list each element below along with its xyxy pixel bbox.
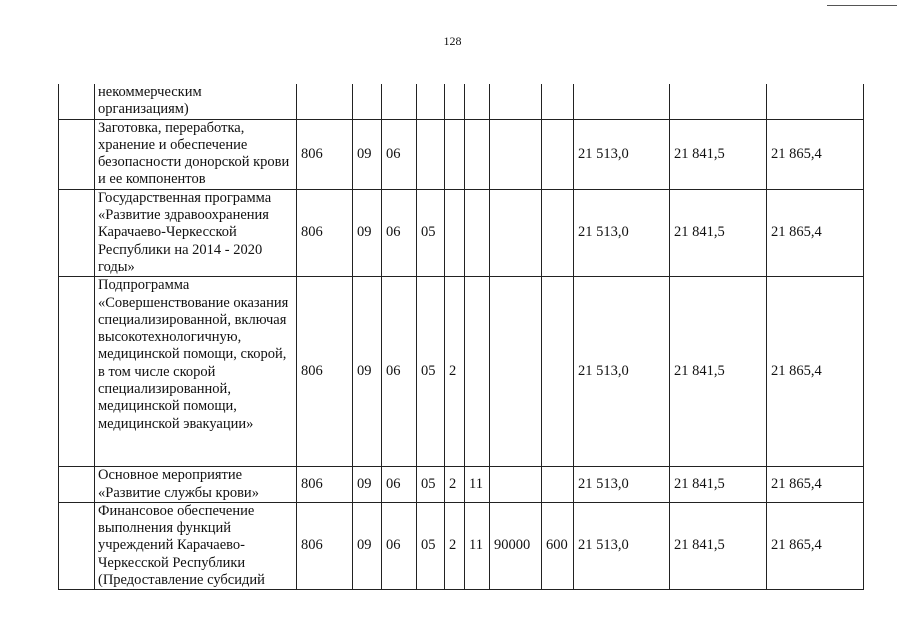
cell-expense-type [542,119,574,189]
cell-subsection: 06 [382,189,417,276]
cell-direction [490,84,542,119]
cell-expense-type [542,277,574,467]
cell-section: 09 [353,119,382,189]
cell-ministry [297,84,353,119]
cell-direction [490,467,542,503]
cell-y2018 [574,84,670,119]
cell-section: 09 [353,467,382,503]
cell-direction: 90000 [490,502,542,589]
index-cell [59,277,95,467]
cell-y2020: 21 865,4 [767,277,864,467]
row-name: Финансовое обеспечение выполнения функций учреждений Карачаево-Черкесской Республики (Предоставление субсидий [95,502,297,589]
cell-subsection: 06 [382,502,417,589]
cell-subsection [382,84,417,119]
cell-direction [490,189,542,276]
cell-ministry: 806 [297,119,353,189]
cell-subsection: 06 [382,277,417,467]
cell-direction [490,277,542,467]
cell-y2020: 21 865,4 [767,189,864,276]
cell-subprogram: 2 [445,502,465,589]
row-name: некоммерческим организациям) [95,84,297,119]
table-row [59,502,864,589]
cell-measure [465,277,490,467]
index-cell [59,189,95,276]
cell-program: 05 [417,277,445,467]
cell-y2019: 21 841,5 [670,467,767,503]
row-name: Подпрограмма «Совершенствование оказания специализированной, включая высокотехнологичную, медицинской помощи, скорой, в том числе скорой специализированной, медицинской помощи, медицинской эвакуации» [95,277,297,467]
cell-y2020: 21 865,4 [767,467,864,503]
cell-section [353,84,382,119]
cell-program [417,119,445,189]
cell-y2019 [670,84,767,119]
cell-subprogram: 2 [445,277,465,467]
cell-section: 09 [353,502,382,589]
cell-measure: 11 [465,502,490,589]
cell-measure [465,84,490,119]
table-body [59,84,864,590]
row-name: Заготовка, переработка, хранение и обеспечение безопасности донорской крови и ее компонентов [95,119,297,189]
cell-y2019: 21 841,5 [670,277,767,467]
cell-measure [465,189,490,276]
cell-subprogram: 2 [445,467,465,503]
cell-expense-type [542,467,574,503]
cell-y2018: 21 513,0 [574,119,670,189]
cell-y2019: 21 841,5 [670,189,767,276]
table-row [59,277,864,467]
cell-ministry: 806 [297,189,353,276]
cell-program: 05 [417,467,445,503]
cell-subprogram [445,84,465,119]
cell-subsection: 06 [382,119,417,189]
cell-ministry: 806 [297,502,353,589]
cell-direction [490,119,542,189]
page-number: 128 [443,34,462,48]
corner-rule [827,5,897,6]
table-row [59,467,864,503]
cell-program [417,84,445,119]
row-name: Государственная программа «Развитие здравоохранения Карачаево-Черкесской Республики на 2014 - 2020 годы» [95,189,297,276]
cell-expense-type [542,84,574,119]
cell-expense-type [542,189,574,276]
table-row [59,119,864,189]
cell-section: 09 [353,277,382,467]
cell-y2018: 21 513,0 [574,467,670,503]
cell-ministry: 806 [297,277,353,467]
cell-y2020: 21 865,4 [767,502,864,589]
cell-expense-type: 600 [542,502,574,589]
cell-measure [465,119,490,189]
index-cell [59,119,95,189]
cell-y2018: 21 513,0 [574,277,670,467]
cell-subprogram [445,119,465,189]
index-cell [59,467,95,503]
cell-program: 05 [417,189,445,276]
cell-y2020: 21 865,4 [767,119,864,189]
row-name: Основное мероприятие «Развитие службы крови» [95,467,297,503]
cell-subprogram [445,189,465,276]
table-row [59,189,864,276]
cell-y2018: 21 513,0 [574,189,670,276]
index-cell [59,502,95,589]
cell-program: 05 [417,502,445,589]
cell-y2018: 21 513,0 [574,502,670,589]
budget-table [58,84,864,590]
cell-subsection: 06 [382,467,417,503]
cell-ministry: 806 [297,467,353,503]
table-row [59,84,864,119]
cell-y2019: 21 841,5 [670,502,767,589]
cell-measure: 11 [465,467,490,503]
cell-y2019: 21 841,5 [670,119,767,189]
cell-section: 09 [353,189,382,276]
index-cell [59,84,95,119]
cell-y2020 [767,84,864,119]
